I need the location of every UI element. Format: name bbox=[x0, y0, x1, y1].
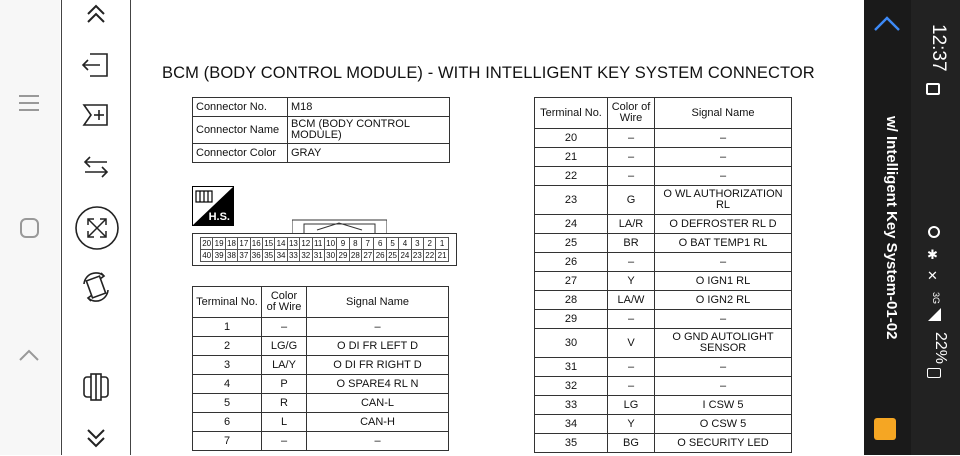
wire-color: – bbox=[608, 148, 655, 167]
navigation-bar bbox=[0, 0, 60, 455]
connector-pin: 15 bbox=[263, 238, 275, 249]
connector-pin: 3 bbox=[412, 238, 424, 249]
signal-name: – bbox=[655, 377, 792, 396]
terminal-number: 34 bbox=[535, 415, 608, 434]
add-bookmark-icon[interactable] bbox=[74, 99, 118, 133]
network-type: 3G bbox=[931, 292, 941, 305]
connector-pin: 4 bbox=[399, 238, 411, 249]
exit-icon[interactable] bbox=[74, 49, 118, 83]
table-row bbox=[193, 337, 449, 356]
signal-icon bbox=[926, 308, 942, 322]
terminal-table-left bbox=[192, 286, 449, 451]
collapse-icon[interactable] bbox=[872, 14, 902, 34]
terminal-number: 25 bbox=[535, 234, 608, 253]
signal-name: O SECURITY LED bbox=[655, 434, 792, 453]
status-bar bbox=[911, 0, 960, 455]
connector-pin: 6 bbox=[374, 238, 386, 249]
toolbar bbox=[61, 0, 131, 455]
hs-badge bbox=[192, 186, 234, 226]
signal-name: O DI FR LEFT D bbox=[307, 337, 449, 356]
wire-color: LG bbox=[608, 396, 655, 415]
connector-pin: 19 bbox=[213, 238, 225, 249]
battery-icon bbox=[927, 368, 941, 378]
connector-pin: 38 bbox=[226, 250, 238, 261]
connector-pin: 32 bbox=[300, 250, 312, 261]
connector-pin: 29 bbox=[337, 250, 349, 261]
wire-color: Y bbox=[608, 415, 655, 434]
terminal-number: 27 bbox=[535, 272, 608, 291]
wire-color: V bbox=[608, 329, 655, 358]
signal-name: I CSW 5 bbox=[655, 396, 792, 415]
connector-latch bbox=[292, 218, 387, 234]
terminal-number: 24 bbox=[535, 215, 608, 234]
terminal-number: 4 bbox=[193, 375, 262, 394]
connector-pin: 13 bbox=[288, 238, 300, 249]
signal-name: – bbox=[655, 167, 792, 186]
connector-pin: 21 bbox=[436, 250, 448, 261]
terminal-number: 20 bbox=[535, 129, 608, 148]
connector-name-value: BCM (BODY CONTROL MODULE) bbox=[288, 117, 450, 144]
signal-name: – bbox=[307, 432, 449, 451]
pin-row-top bbox=[200, 237, 449, 250]
terminal-number: 35 bbox=[535, 434, 608, 453]
table-row bbox=[193, 394, 449, 413]
signal-name: O CSW 5 bbox=[655, 415, 792, 434]
column-header-signal: Signal Name bbox=[655, 98, 792, 129]
table-row bbox=[535, 129, 792, 148]
home-icon[interactable] bbox=[14, 213, 44, 243]
fullscreen-icon[interactable] bbox=[74, 205, 118, 251]
connector-no-value: M18 bbox=[288, 98, 450, 117]
column-header-color: Color of Wire bbox=[262, 287, 307, 318]
document-page[interactable] bbox=[132, 0, 864, 455]
table-row bbox=[193, 117, 450, 144]
connector-pin: 31 bbox=[313, 250, 325, 261]
table-row bbox=[193, 413, 449, 432]
terminal-number: 7 bbox=[193, 432, 262, 451]
table-row bbox=[535, 415, 792, 434]
connector-pin: 12 bbox=[300, 238, 312, 249]
connector-pin: 14 bbox=[275, 238, 287, 249]
connector-pin: 26 bbox=[374, 250, 386, 261]
signal-name: O BAT TEMP1 RL bbox=[655, 234, 792, 253]
connector-pin: 30 bbox=[325, 250, 337, 261]
connector-pin: 2 bbox=[424, 238, 436, 249]
side-panel-title: w/ Intelligent Key System-01-02 bbox=[883, 116, 900, 340]
terminal-number: 30 bbox=[535, 329, 608, 358]
table-row bbox=[535, 396, 792, 415]
pin-row-bottom bbox=[200, 250, 449, 262]
connector-pin: 18 bbox=[226, 238, 238, 249]
signal-name: O GND AUTOLIGHT SENSOR bbox=[655, 329, 792, 358]
connector-pin: 9 bbox=[337, 238, 349, 249]
menu-icon[interactable] bbox=[14, 88, 44, 118]
terminal-number: 6 bbox=[193, 413, 262, 432]
wire-color: L bbox=[262, 413, 307, 432]
wire-color: – bbox=[262, 318, 307, 337]
signal-name: O WL AUTHORIZATION RL bbox=[655, 186, 792, 215]
terminal-number: 26 bbox=[535, 253, 608, 272]
chevron-up-icon[interactable] bbox=[74, 0, 118, 34]
terminal-number: 33 bbox=[535, 396, 608, 415]
wire-color: G bbox=[608, 186, 655, 215]
wire-color: – bbox=[608, 377, 655, 396]
terminal-number: 28 bbox=[535, 291, 608, 310]
connector-pinout bbox=[192, 233, 457, 266]
connector-color-value: GRAY bbox=[288, 144, 450, 163]
signal-name: O IGN1 RL bbox=[655, 272, 792, 291]
battery-level: 22% bbox=[932, 332, 949, 365]
connector-pin: 8 bbox=[350, 238, 362, 249]
connector-pin: 10 bbox=[325, 238, 337, 249]
connector-info-table bbox=[192, 97, 450, 163]
signal-name: – bbox=[655, 310, 792, 329]
photo-notification-icon bbox=[926, 83, 940, 95]
app-icon[interactable] bbox=[874, 418, 896, 440]
table-row bbox=[535, 253, 792, 272]
terminal-number: 32 bbox=[535, 377, 608, 396]
wire-color: BR bbox=[608, 234, 655, 253]
signal-name: O DI FR RIGHT D bbox=[307, 356, 449, 375]
wire-color: – bbox=[608, 358, 655, 377]
table-row bbox=[535, 272, 792, 291]
terminal-number: 5 bbox=[193, 394, 262, 413]
connector-pin: 39 bbox=[213, 250, 225, 261]
connector-pin: 20 bbox=[201, 238, 213, 249]
connector-pin: 5 bbox=[387, 238, 399, 249]
column-header-color: Color of Wire bbox=[608, 98, 655, 129]
table-row bbox=[193, 375, 449, 394]
signal-name: O SPARE4 RL N bbox=[307, 375, 449, 394]
table-row bbox=[193, 98, 450, 117]
chevron-down-icon[interactable] bbox=[74, 422, 118, 456]
wire-color: LA/R bbox=[608, 215, 655, 234]
connector-color-label: Connector Color bbox=[193, 144, 288, 163]
connector-pin: 36 bbox=[251, 250, 263, 261]
table-row bbox=[535, 234, 792, 253]
wire-color: – bbox=[608, 129, 655, 148]
terminal-number: 21 bbox=[535, 148, 608, 167]
table-row bbox=[193, 356, 449, 375]
table-row bbox=[193, 144, 450, 163]
wire-color: P bbox=[262, 375, 307, 394]
connector-pin: 34 bbox=[275, 250, 287, 261]
terminal-number: 3 bbox=[193, 356, 262, 375]
table-header-row bbox=[535, 98, 792, 129]
terminal-number: 29 bbox=[535, 310, 608, 329]
table-row bbox=[193, 318, 449, 337]
connector-pin: 11 bbox=[313, 238, 325, 249]
table-row bbox=[535, 215, 792, 234]
table-row bbox=[535, 434, 792, 453]
connector-pin: 25 bbox=[387, 250, 399, 261]
wire-color: Y bbox=[608, 272, 655, 291]
connector-pin: 40 bbox=[201, 250, 213, 261]
swap-icon[interactable] bbox=[74, 151, 118, 185]
connector-pin: 1 bbox=[436, 238, 448, 249]
signal-name: CAN-L bbox=[307, 394, 449, 413]
wire-color: LG/G bbox=[262, 337, 307, 356]
signal-name: O IGN2 RL bbox=[655, 291, 792, 310]
connector-pin: 22 bbox=[424, 250, 436, 261]
table-row bbox=[193, 432, 449, 451]
terminal-number: 22 bbox=[535, 167, 608, 186]
signal-name: CAN-H bbox=[307, 413, 449, 432]
column-header-signal: Signal Name bbox=[307, 287, 449, 318]
signal-name: – bbox=[655, 129, 792, 148]
wire-color: – bbox=[608, 253, 655, 272]
wire-color: – bbox=[262, 432, 307, 451]
connector-pin: 33 bbox=[288, 250, 300, 261]
terminal-number: 2 bbox=[193, 337, 262, 356]
bluetooth-icon: ✱ bbox=[927, 247, 938, 262]
table-row bbox=[535, 148, 792, 167]
document-title: BCM (BODY CONTROL MODULE) - WITH INTELLIGENT KEY SYSTEM CONNECTOR bbox=[162, 64, 815, 82]
table-header-row bbox=[193, 287, 449, 318]
connector-pin: 24 bbox=[399, 250, 411, 261]
connector-no-label: Connector No. bbox=[193, 98, 288, 117]
wire-color: BG bbox=[608, 434, 655, 453]
wire-color: LA/Y bbox=[262, 356, 307, 375]
table-row bbox=[535, 186, 792, 215]
table-row bbox=[535, 377, 792, 396]
connector-pin: 27 bbox=[362, 250, 374, 261]
terminal-number: 31 bbox=[535, 358, 608, 377]
connector-pin: 37 bbox=[238, 250, 250, 261]
mute-icon: ✕ bbox=[927, 268, 938, 283]
table-row bbox=[535, 167, 792, 186]
rotate-icon[interactable] bbox=[74, 270, 118, 304]
column-header-terminal: Terminal No. bbox=[535, 98, 608, 129]
table-row bbox=[535, 310, 792, 329]
wire-color: LA/W bbox=[608, 291, 655, 310]
alarm-icon bbox=[928, 226, 940, 238]
signal-name: – bbox=[655, 253, 792, 272]
signal-name: – bbox=[655, 358, 792, 377]
connector-pin: 16 bbox=[251, 238, 263, 249]
signal-name: – bbox=[307, 318, 449, 337]
signal-name: O DEFROSTER RL D bbox=[655, 215, 792, 234]
wire-color: – bbox=[608, 310, 655, 329]
connector-name-label: Connector Name bbox=[193, 117, 288, 144]
signal-name: – bbox=[655, 148, 792, 167]
terminal-number: 1 bbox=[193, 318, 262, 337]
connector-pin: 28 bbox=[350, 250, 362, 261]
connector-pin: 23 bbox=[412, 250, 424, 261]
connector-pin: 35 bbox=[263, 250, 275, 261]
hs-label: H.S. bbox=[208, 211, 230, 223]
split-view-icon[interactable] bbox=[74, 370, 118, 404]
wire-color: – bbox=[608, 167, 655, 186]
status-time: 12:37 bbox=[928, 24, 949, 72]
table-row bbox=[535, 358, 792, 377]
wire-color: R bbox=[262, 394, 307, 413]
connector-pin: 7 bbox=[362, 238, 374, 249]
terminal-number: 23 bbox=[535, 186, 608, 215]
terminal-table-right bbox=[534, 97, 792, 453]
column-header-terminal: Terminal No. bbox=[193, 287, 262, 318]
table-row bbox=[535, 329, 792, 358]
back-icon[interactable] bbox=[14, 340, 44, 370]
table-row bbox=[535, 291, 792, 310]
connector-pin: 17 bbox=[238, 238, 250, 249]
